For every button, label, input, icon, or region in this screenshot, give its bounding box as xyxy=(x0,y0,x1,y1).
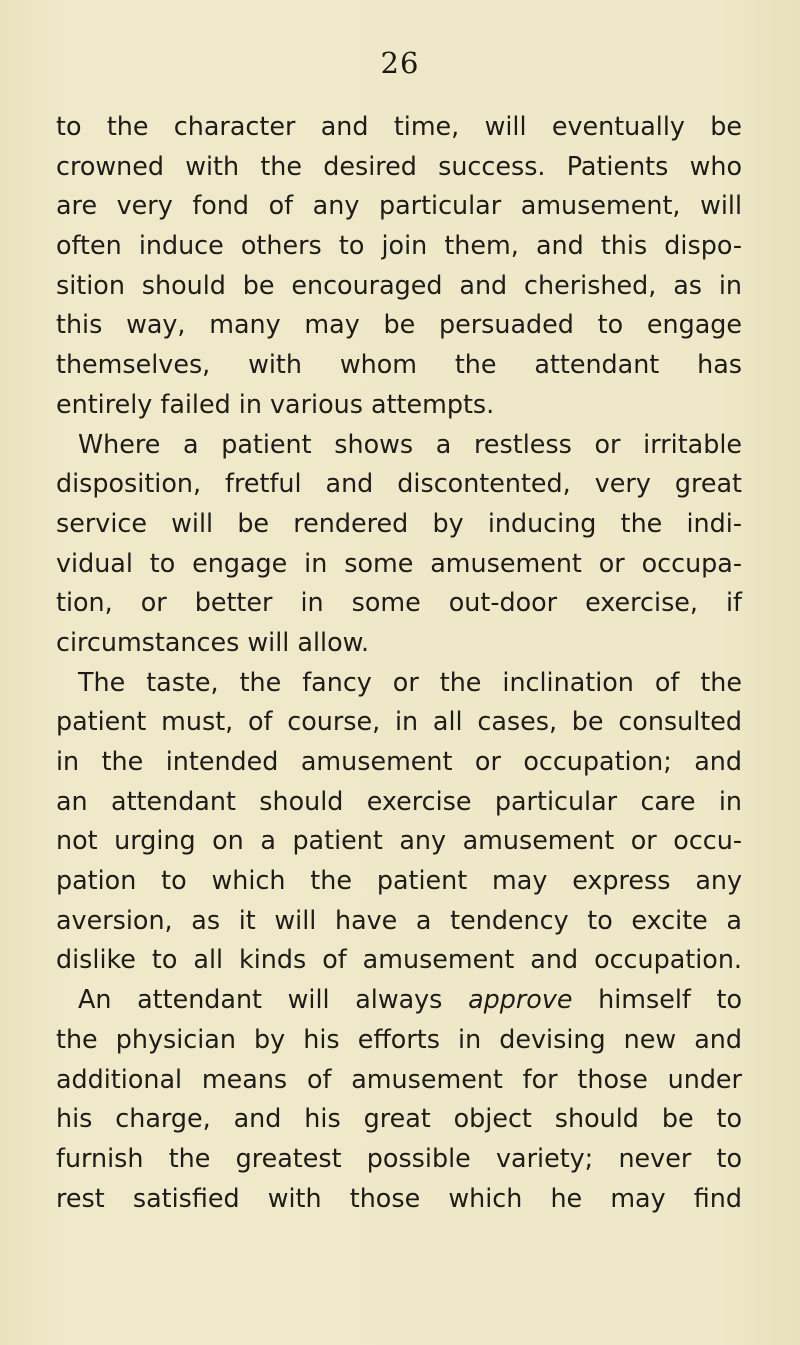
text-line: rest satisfied with those which he may find xyxy=(56,1182,742,1213)
text-line: are very fond of any particular amusement, will xyxy=(56,190,742,221)
paragraph-end-line: circumstances will allow. xyxy=(56,626,370,657)
text-line: in the intended amusement or occupation; and xyxy=(56,746,742,776)
text-line: not urging on a patient any amusement or occu- xyxy=(56,825,742,856)
paragraph-start-line: The taste, the fancy or the inclination of the xyxy=(78,666,742,697)
text-line: service will be rendered by inducing the indi- xyxy=(56,507,742,538)
text-line: an attendant should exercise particular care in xyxy=(56,785,742,816)
text-line: dislike to all kinds of amusement and occupation. xyxy=(56,944,742,975)
text-line: vidual to engage in some amusement or occupa- xyxy=(56,547,742,578)
text-line: crowned with the desired success. Patients who xyxy=(56,150,742,181)
text-segment: An attendant will always xyxy=(78,984,443,1015)
text-line: disposition, fretful and discontented, very great xyxy=(56,468,742,499)
text-line: often induce others to join them, and this dispo- xyxy=(56,230,742,261)
text-line: the physician by his efforts in devising new and xyxy=(56,1023,742,1054)
text-line: themselves, with whom the attendant has xyxy=(56,349,742,380)
text-line: to the character and time, will eventually be xyxy=(56,111,742,141)
text-line: pation to which the patient may express any xyxy=(56,865,742,896)
text-line: tion, or better in some out-door exercise, if xyxy=(56,587,742,618)
text-segment: himself to xyxy=(598,984,742,1015)
italic-word: approve xyxy=(468,984,573,1015)
paragraph-start-line: Where a patient shows a restless or irritable xyxy=(78,428,742,459)
paragraph-start-line xyxy=(56,980,742,1020)
body-text xyxy=(56,107,742,1218)
text-line: additional means of amusement for those under xyxy=(56,1063,742,1094)
text-line: sition should be encouraged and cherished, as in xyxy=(56,269,742,300)
page-number: 26 xyxy=(380,46,420,80)
text-line: this way, many may be persuaded to engage xyxy=(56,309,742,340)
text-line: aversion, as it will have a tendency to excite a xyxy=(56,904,742,935)
text-line: his charge, and his great object should be to xyxy=(56,1103,742,1134)
text-line: furnish the greatest possible variety; never to xyxy=(56,1142,742,1173)
paragraph-end-line: entirely failed in various attempts. xyxy=(56,388,495,419)
text-line: patient must, of course, in all cases, be consulted xyxy=(56,706,742,737)
